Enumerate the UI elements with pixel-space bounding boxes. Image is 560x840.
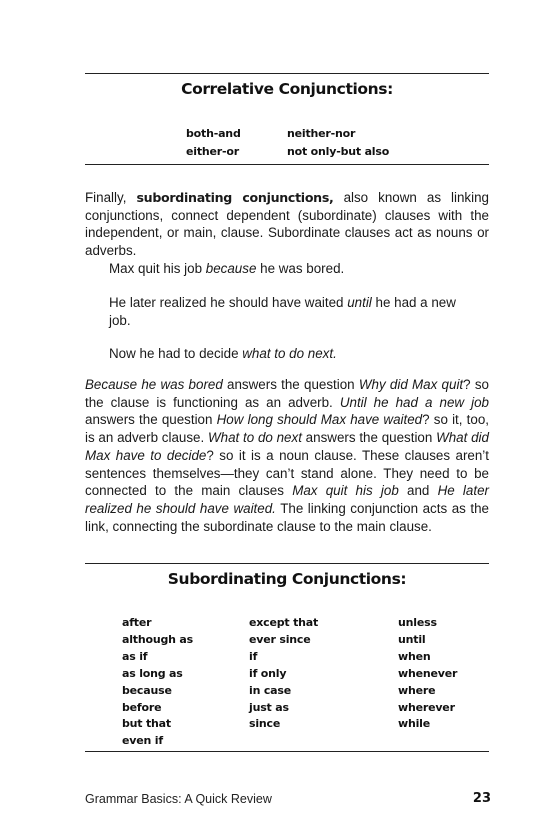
subordinating-item: unless bbox=[398, 616, 437, 629]
subordinating-top-rule bbox=[85, 563, 489, 564]
subordinating-item: where bbox=[398, 683, 436, 697]
subordinating-item: while bbox=[398, 717, 430, 731]
italic-phrase: What to do next bbox=[208, 430, 302, 446]
subordinating-item: because bbox=[122, 683, 172, 697]
subordinating-item: since bbox=[249, 717, 281, 731]
correlative-item: neither-nor bbox=[287, 127, 356, 140]
subordinating-conjunctions-term: subordinating conjunctions, bbox=[136, 190, 334, 205]
italic-phrase: He later realized he should have waited. bbox=[85, 483, 489, 516]
example-emphasis: because bbox=[205, 261, 257, 276]
correlative-bottom-rule bbox=[85, 164, 489, 165]
paragraph-subordinating-intro bbox=[85, 189, 489, 260]
italic-phrase: How long should Max have waited bbox=[216, 412, 423, 428]
example-text: he was bored. bbox=[256, 261, 345, 276]
paragraph-text: and bbox=[398, 483, 438, 499]
subordinating-bottom-rule bbox=[85, 751, 489, 752]
correlative-item: not only-but also bbox=[287, 145, 390, 158]
subordinating-item: wherever bbox=[398, 700, 455, 714]
example-emphasis: what to do next. bbox=[242, 346, 337, 361]
example-text: Max quit his job bbox=[109, 261, 206, 276]
subordinating-item: when bbox=[398, 649, 431, 663]
subordinating-item: just as bbox=[249, 700, 289, 714]
subordinating-item: in case bbox=[249, 683, 291, 697]
paragraph-text: ? so it is a noun clause. These clauses aren’t sentences themselves—they can’t stand alone. They need to be connected to the main clauses bbox=[85, 447, 490, 499]
paragraph-text: answers the question bbox=[85, 412, 217, 428]
subordinating-item: as long as bbox=[122, 666, 183, 680]
subordinating-item: as if bbox=[122, 649, 148, 663]
subordinating-item: if bbox=[249, 649, 258, 663]
subordinating-conjunctions-title: Subordinating Conjunctions: bbox=[167, 570, 407, 588]
subordinating-item: until bbox=[398, 632, 426, 646]
paragraph-text: answers the question bbox=[301, 430, 437, 446]
italic-phrase: Max quit his job bbox=[292, 483, 399, 499]
example-sentence bbox=[109, 260, 479, 278]
example-sentence bbox=[109, 294, 464, 329]
subordinating-item: ever since bbox=[249, 632, 311, 646]
subordinating-item: except that bbox=[249, 616, 319, 629]
example-emphasis: until bbox=[347, 295, 372, 310]
paragraph-text: ? so it, too, is an adverb clause. bbox=[85, 412, 489, 446]
example-text: he had a new job. bbox=[109, 295, 456, 328]
subordinating-item: if only bbox=[249, 666, 287, 680]
paragraph-explanation bbox=[85, 376, 489, 535]
italic-phrase: Why did Max quit bbox=[358, 377, 464, 392]
correlative-item: both-and bbox=[186, 127, 241, 140]
correlative-conjunctions-title: Correlative Conjunctions: bbox=[181, 80, 393, 98]
example-text: Now he had to decide bbox=[109, 346, 243, 361]
subordinating-item: after bbox=[122, 616, 152, 629]
paragraph-text: answers the question bbox=[222, 377, 359, 392]
subordinating-item: but that bbox=[122, 717, 171, 731]
page-number: 23 bbox=[472, 791, 491, 806]
italic-phrase: Because he was bored bbox=[85, 377, 223, 392]
paragraph-lead: Finally, bbox=[85, 190, 127, 205]
correlative-item: either-or bbox=[186, 145, 239, 158]
subordinating-item: even if bbox=[122, 734, 163, 748]
paragraph-text: The linking conjunction acts as the link, connecting the subordinate clause to the main clause. bbox=[85, 500, 489, 534]
paragraph-text: ? so the clause is functioning as an adverb. bbox=[85, 377, 489, 410]
subordinating-item: whenever bbox=[398, 666, 458, 680]
italic-phrase: What did Max have to decide bbox=[85, 430, 489, 463]
paragraph-rest: also known as linking conjunctions, connect dependent (subordinate) clauses with the independent, or main, clause. Subordinate clauses act as nouns or adverbs. bbox=[85, 190, 489, 259]
italic-phrase: Until he had a new job bbox=[339, 394, 489, 410]
top-rule bbox=[85, 73, 489, 74]
example-sentence bbox=[109, 345, 479, 363]
book-title: Grammar Basics: A Quick Review bbox=[85, 792, 272, 806]
subordinating-item: before bbox=[122, 700, 162, 714]
subordinating-item: although as bbox=[122, 632, 193, 646]
example-text: He later realized he should have waited bbox=[109, 295, 348, 310]
